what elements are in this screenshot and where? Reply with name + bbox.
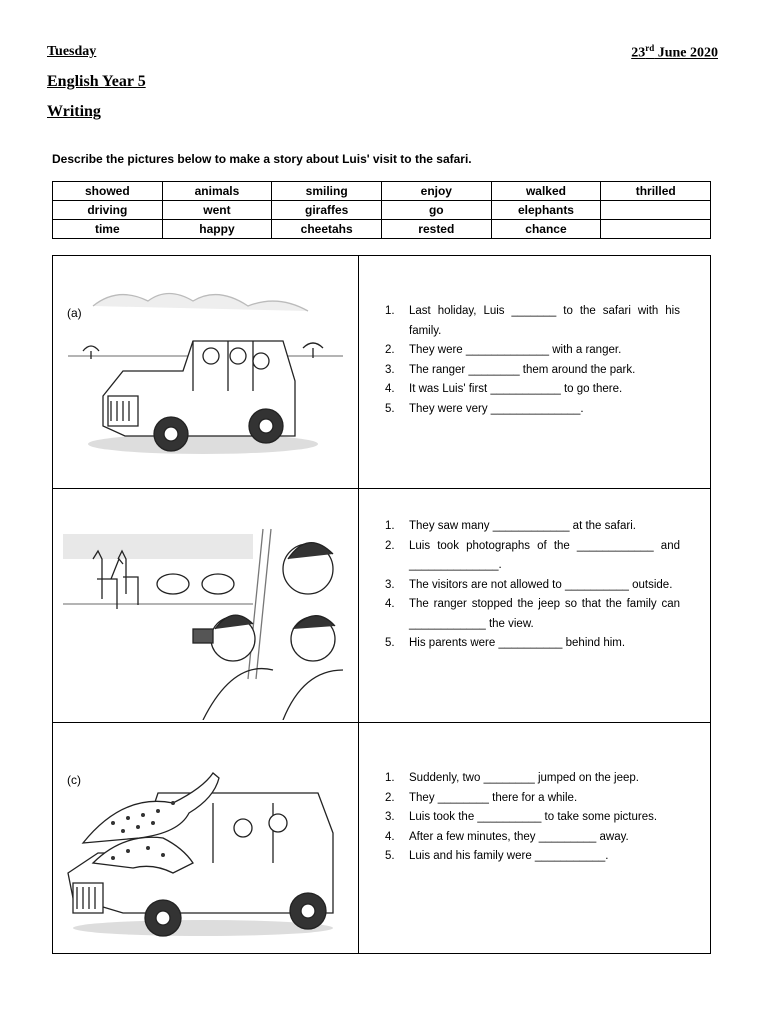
word-cell: showed <box>53 182 163 201</box>
panel-a <box>53 256 710 489</box>
panel-c-picture <box>53 723 359 953</box>
question-text: Luis took the __________ to take some pictures. <box>409 811 658 823</box>
word-cell <box>601 201 711 220</box>
panel-c <box>53 723 710 953</box>
question-item <box>385 400 680 420</box>
word-cell: enjoy <box>382 182 491 201</box>
question-item <box>385 828 680 848</box>
panel-b-picture <box>53 489 359 722</box>
question-text: They were _____________ with a ranger. <box>409 344 622 356</box>
question-number: 1. <box>385 305 395 317</box>
question-text: Luis and his family were ___________. <box>409 850 609 862</box>
panel-c-questions <box>359 723 710 953</box>
question-number: 4. <box>385 598 395 610</box>
question-number: 5. <box>385 850 395 862</box>
word-cell: rested <box>382 220 491 239</box>
word-bank-row <box>53 220 711 239</box>
question-text: After a few minutes, they _________ away. <box>409 830 629 843</box>
jeep-family-illustration <box>53 256 357 487</box>
word-bank-table <box>52 181 711 239</box>
cheetahs-on-jeep-illustration <box>53 723 357 951</box>
question-number: 3. <box>385 363 395 376</box>
word-cell: happy <box>162 220 272 239</box>
story-panels <box>52 255 711 954</box>
question-item <box>385 595 680 634</box>
word-cell: giraffes <box>272 201 382 220</box>
word-cell: smiling <box>272 182 382 201</box>
question-number: 4. <box>385 830 395 843</box>
question-item <box>385 517 680 537</box>
word-cell: time <box>53 220 163 239</box>
question-number: 2. <box>385 791 395 804</box>
question-text: Last holiday, Luis _______ to the safari with his family. <box>409 305 680 337</box>
instruction-text: Describe the pictures below to make a story about Luis' visit to the safari. <box>52 152 472 166</box>
question-text: The ranger ________ them around the park. <box>409 363 636 376</box>
word-cell: thrilled <box>601 182 711 201</box>
panel-a-picture <box>53 256 359 488</box>
word-cell: go <box>382 201 491 220</box>
word-bank-row <box>53 182 711 201</box>
question-item <box>385 808 680 828</box>
question-item <box>385 576 680 596</box>
safari-animals-photo-illustration <box>53 489 357 720</box>
question-text: Luis took photographs of the ____________ and ______________. <box>409 539 680 571</box>
question-item <box>385 302 680 341</box>
question-number: 1. <box>385 772 395 784</box>
question-number: 5. <box>385 402 395 415</box>
word-cell: went <box>162 201 272 220</box>
question-number: 3. <box>385 578 395 591</box>
question-text: The ranger stopped the jeep so that the family can ____________ the view. <box>409 598 680 630</box>
question-number: 3. <box>385 811 395 823</box>
question-text: His parents were __________ behind him. <box>409 637 626 649</box>
question-item <box>385 769 680 789</box>
question-number: 2. <box>385 344 395 356</box>
word-cell: cheetahs <box>272 220 382 239</box>
question-text: They were very ______________. <box>409 402 584 415</box>
question-number: 1. <box>385 520 395 532</box>
panel-a-questions <box>359 256 710 488</box>
question-number: 2. <box>385 539 395 552</box>
question-item <box>385 380 680 400</box>
question-item <box>385 341 680 361</box>
date-suffix: rd <box>645 43 655 53</box>
question-text: The visitors are not allowed to __________ outside. <box>409 578 673 591</box>
word-cell: chance <box>491 220 601 239</box>
panel-b-questions <box>359 489 710 722</box>
date-header-day: Tuesday <box>47 44 97 59</box>
question-number: 4. <box>385 383 395 395</box>
panel-b <box>53 489 710 723</box>
date-day: 23 <box>631 45 646 61</box>
word-bank-row <box>53 201 711 220</box>
question-item <box>385 789 680 809</box>
question-number: 5. <box>385 637 395 649</box>
question-text: It was Luis' first ___________ to go there. <box>409 383 623 395</box>
question-item <box>385 537 680 576</box>
word-cell: animals <box>162 182 272 201</box>
question-item <box>385 847 680 867</box>
date-rest: June 2020 <box>654 45 718 61</box>
word-cell <box>601 220 711 239</box>
subject-title: English Year 5 <box>47 73 146 90</box>
panel-label: (a) <box>67 306 82 320</box>
section-title: Writing <box>47 103 101 120</box>
word-cell: driving <box>53 201 163 220</box>
question-text: They ________ there for a while. <box>409 791 578 804</box>
date-header-date <box>631 43 718 62</box>
panel-label: (c) <box>67 773 81 787</box>
word-cell: walked <box>491 182 601 201</box>
question-item <box>385 361 680 381</box>
question-text: Suddenly, two ________ jumped on the jeep. <box>409 772 639 784</box>
word-cell: elephants <box>491 201 601 220</box>
question-item <box>385 634 680 654</box>
question-text: They saw many ____________ at the safari. <box>409 520 636 532</box>
